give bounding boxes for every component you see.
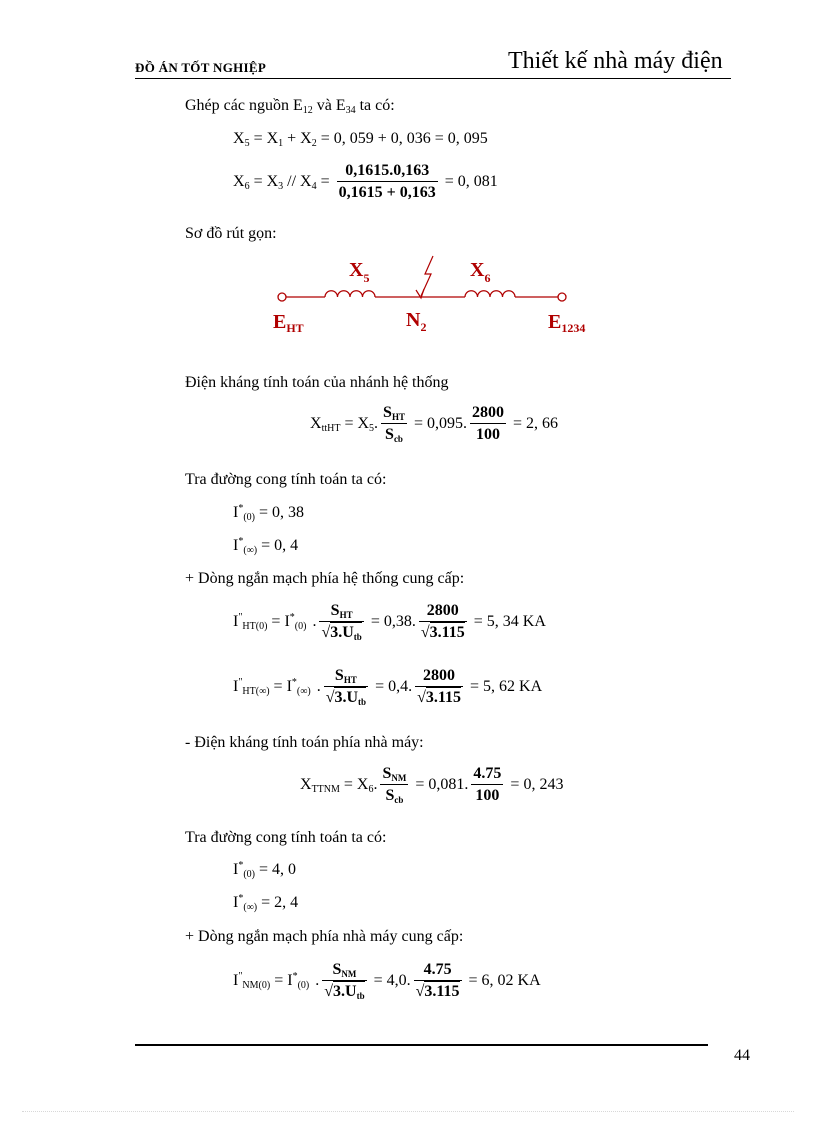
curve-lookup-label-2: Tra đường cong tính toán ta có: (185, 829, 387, 846)
label-e-1234: $E_{1234}$ (548, 311, 586, 335)
circuit-wires (278, 256, 566, 301)
equation-i0-ht: $I^*_{(0)} = 0$, 38 (233, 503, 305, 523)
label-x5: $X_5$ (349, 259, 370, 285)
terminal-right (558, 293, 566, 301)
x6-fraction: $\frac{0,1615.0,163}{0,1615 + 0,163}$ (338, 162, 436, 201)
equation-i0-nm: $I^*_{(0)} = 4$, 0 (233, 860, 297, 880)
sht-over-sqrt3utb: $\frac{S_{HT}}{√3.U_{tb}}$ (321, 602, 362, 642)
equation-i-ht-0: $I^"_{HT(0)} = I^*_{(0)}$ . $\frac{S_{HT}}{√3.U_{tb}}$ = 0,38. $\frac{2800}{√3.115}$ = 5, 34 KA (233, 602, 546, 642)
curve-lookup-label-1: Tra đường cong tính toán ta có: (185, 471, 387, 488)
page-number: 44 (734, 1047, 750, 1064)
equation-iinf-nm: $I^*_{(\infty)} = 2$, 4 (233, 893, 299, 913)
plant-reactance-label: - Điện kháng tính toán phía nhà máy: (185, 734, 424, 751)
terminal-left (278, 293, 286, 301)
label-x6: $X_6$ (470, 259, 491, 285)
equation-x6: $X_6 = X_3 // X_4$ = $\frac{0,1615.0,163}{0,1615 + 0,163}$ = 0, 081 (233, 162, 498, 201)
header-rule (135, 78, 731, 79)
system-reactance-label: Điện kháng tính toán của nhánh hệ thống (185, 374, 449, 391)
snm-over-scb: $\frac{S_{NM}}{S_{cb}}$ (382, 765, 407, 805)
fault-lightning-icon (421, 256, 433, 296)
inductor-x5 (325, 291, 375, 297)
intro-sources-text: Ghép các nguồn $E_{12}$ và $E_{34}$ ta có: (185, 97, 395, 116)
equation-xtt-nm: $X_{TTNM} = X_6$. $\frac{S_{NM}}{S_{cb}}$ = 0,081. $\frac{4.75}{100}$ = 0, 243 (300, 765, 564, 805)
header-right-title: Thiết kế nhà máy điện (508, 48, 723, 74)
sht-over-sqrt3utb: $\frac{S_{HT}}{√3.U_{tb}}$ (325, 667, 367, 707)
header-left-title: ĐỒ ÁN TỐT NGHIỆP (135, 60, 267, 75)
label-e-ht: $E_{HT}$ (273, 311, 304, 335)
inductor-x6 (465, 291, 515, 297)
simplified-diagram-label: Sơ đồ rút gọn: (185, 225, 277, 242)
numeric-fraction: $\frac{4.75}{100}$ (473, 765, 502, 804)
numeric-fraction: $\frac{4.75}{√3.115}$ (415, 961, 460, 1000)
simplified-circuit-diagram (265, 250, 605, 340)
snm-over-sqrt3utb: $\frac{S_{NM}}{√3.U_{tb}}$ (324, 961, 365, 1001)
equation-xtt-ht: $X_{ttHT} = X_5$. $\frac{S_{HT}}{S_{cb}}$ = 0,095. $\frac{2800}{100}$ = 2, 66 (310, 404, 559, 444)
equation-iinf-ht: $I^*_{(\infty)} = 0$, 4 (233, 536, 299, 556)
numeric-fraction: $\frac{2800}{√3.115}$ (417, 667, 461, 706)
numeric-fraction: $\frac{2800}{100}$ (471, 404, 504, 443)
equation-i-ht-inf: $I^"_{HT(\infty)} = I^*_{(\infty)}$ . $\frac{S_{HT}}{√3.U_{tb}}$ = 0,4. $\frac{2800}{√3.115}$ = 5, 62 KA (233, 667, 543, 707)
page-bottom-dotted-line (22, 1111, 794, 1112)
plant-shortcircuit-label: + Dòng ngắn mạch phía nhà máy cung cấp: (185, 928, 464, 945)
equation-x5: $X_5 = X_1 + X_2 = 0$, 059 + 0, 036 = 0, 095 (233, 130, 488, 149)
label-n2: $N_2$ (406, 309, 427, 334)
equation-i-nm-0: $I^"_{NM(0)} = I^*_{(0)}$ . $\frac{S_{NM}}{√3.U_{tb}}$ = 4,0. $\frac{4.75}{√3.115}$ = 6, 02 KA (233, 961, 541, 1001)
numeric-fraction: $\frac{2800}{√3.115}$ (420, 602, 465, 641)
sht-over-scb: $\frac{S_{HT}}{S_{cb}}$ (383, 404, 405, 444)
footer-rule (135, 1044, 708, 1046)
system-shortcircuit-label: + Dòng ngắn mạch phía hệ thống cung cấp: (185, 570, 465, 587)
